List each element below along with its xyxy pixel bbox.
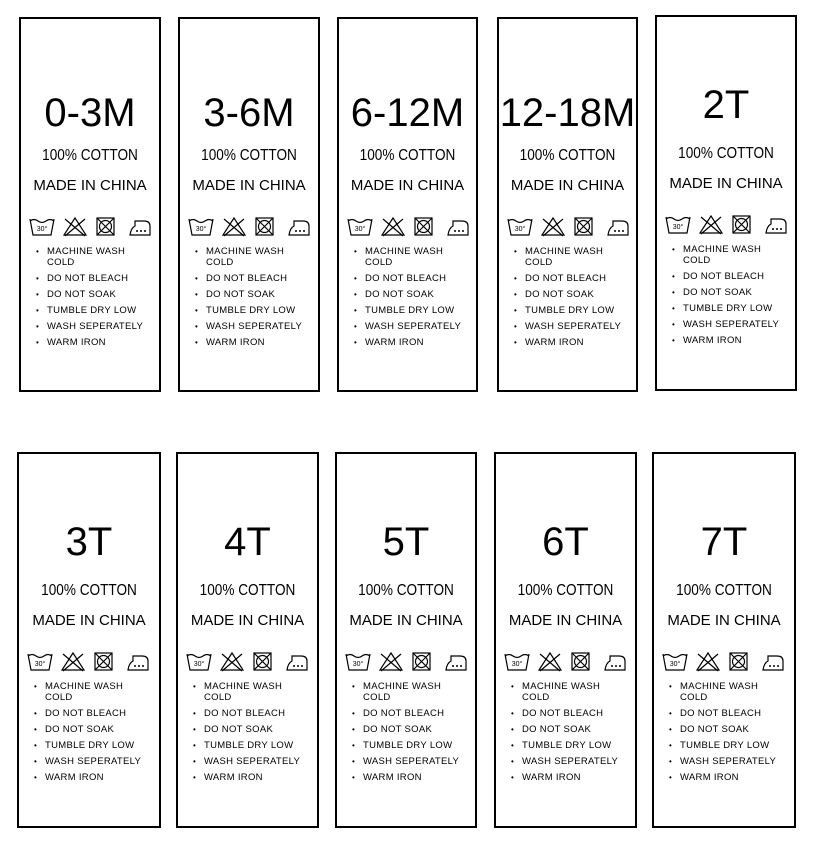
care-instruction-item: • TUMBLE DRY LOW bbox=[354, 305, 465, 316]
care-instruction-item: • DO NOT SOAK bbox=[193, 724, 304, 735]
origin-text: MADE IN CHINA bbox=[350, 177, 465, 194]
fabric-text: 100% COTTON bbox=[517, 582, 614, 599]
do-not-bleach-icon bbox=[539, 653, 561, 671]
iron-low-icon bbox=[446, 656, 466, 670]
care-instruction-item: • DO NOT BLEACH bbox=[511, 708, 622, 719]
tumble-dry-icon bbox=[256, 218, 273, 235]
wash-temp-text: 30° bbox=[193, 661, 205, 668]
fabric-text: 100% COTTON bbox=[359, 147, 456, 164]
do-not-bleach-icon bbox=[700, 216, 722, 234]
wash-30-icon bbox=[187, 654, 211, 670]
care-instruction-item: • MACHINE WASH COLD bbox=[511, 681, 622, 703]
fabric-text: 100% COTTON bbox=[201, 147, 297, 164]
wash-temp-text: 30° bbox=[34, 661, 46, 668]
do-not-bleach-icon bbox=[223, 218, 245, 236]
care-instruction-item: • WASH SEPERATELY bbox=[193, 756, 304, 767]
tumble-dry-icon bbox=[254, 653, 271, 670]
iron-low-icon bbox=[608, 221, 628, 235]
care-symbol-row bbox=[345, 650, 469, 674]
wash-30-icon bbox=[663, 654, 687, 670]
care-instruction-item: • DO NOT BLEACH bbox=[672, 271, 783, 282]
care-instruction-item: • WASH SEPERATELY bbox=[514, 321, 625, 332]
wash-30-icon bbox=[666, 217, 690, 233]
care-instruction-item: • MACHINE WASH COLD bbox=[354, 246, 465, 268]
fabric-text: 100% COTTON bbox=[358, 582, 454, 599]
wash-30-icon bbox=[30, 219, 54, 235]
size-text: 0-3M bbox=[44, 91, 136, 135]
care-instructions-list bbox=[195, 246, 306, 353]
care-label bbox=[335, 452, 477, 828]
care-symbols bbox=[347, 215, 471, 239]
care-symbol-row bbox=[347, 215, 471, 239]
size-text: 4T bbox=[224, 520, 271, 564]
fabric-text: 100% COTTON bbox=[42, 147, 138, 164]
do-not-bleach-icon bbox=[542, 218, 564, 236]
care-symbols bbox=[186, 650, 310, 674]
iron-low-icon bbox=[763, 656, 783, 670]
care-instruction-item: • TUMBLE DRY LOW bbox=[511, 740, 622, 751]
care-symbols bbox=[504, 650, 628, 674]
tumble-dry-icon bbox=[733, 216, 750, 233]
care-instruction-item: • WARM IRON bbox=[514, 337, 625, 348]
care-instruction-item: • TUMBLE DRY LOW bbox=[193, 740, 304, 751]
fabric-text: 100% COTTON bbox=[676, 582, 772, 599]
care-instruction-item: • WASH SEPERATELY bbox=[354, 321, 465, 332]
care-symbol-row bbox=[188, 215, 312, 239]
care-instruction-item: • MACHINE WASH COLD bbox=[672, 244, 783, 266]
tumble-dry-icon bbox=[575, 218, 592, 235]
origin-text: MADE IN CHINA bbox=[669, 175, 783, 192]
care-instruction-item: • MACHINE WASH COLD bbox=[514, 246, 625, 268]
care-instruction-item: • WASH SEPERATELY bbox=[672, 319, 783, 330]
care-label bbox=[655, 15, 797, 391]
care-symbol-row bbox=[507, 215, 631, 239]
do-not-bleach-icon bbox=[382, 218, 404, 236]
care-symbols bbox=[188, 215, 312, 239]
care-instruction-item: • MACHINE WASH COLD bbox=[36, 246, 147, 268]
care-instruction-item: • TUMBLE DRY LOW bbox=[195, 305, 306, 316]
care-instruction-item: • DO NOT BLEACH bbox=[193, 708, 304, 719]
care-label bbox=[176, 452, 319, 828]
iron-low-icon bbox=[605, 656, 625, 670]
care-instruction-item: • DO NOT BLEACH bbox=[34, 708, 145, 719]
wash-30-icon bbox=[189, 219, 213, 235]
size-text: 2T bbox=[702, 83, 750, 127]
care-instruction-item: • MACHINE WASH COLD bbox=[195, 246, 306, 268]
care-label bbox=[19, 17, 161, 392]
care-instruction-item: • WARM IRON bbox=[195, 337, 306, 348]
care-instructions-list bbox=[352, 681, 463, 788]
fabric-text: 100% COTTON bbox=[519, 147, 616, 164]
care-symbol-row bbox=[27, 650, 151, 674]
wash-temp-text: 30° bbox=[352, 661, 364, 668]
care-instruction-item: • WARM IRON bbox=[672, 335, 783, 346]
iron-low-icon bbox=[289, 221, 309, 235]
care-instruction-item: • TUMBLE DRY LOW bbox=[672, 303, 783, 314]
care-symbol-row bbox=[186, 650, 310, 674]
care-instruction-item: • MACHINE WASH COLD bbox=[193, 681, 304, 703]
care-instruction-item: • DO NOT BLEACH bbox=[195, 273, 306, 284]
size-text: 6T bbox=[542, 520, 589, 564]
care-symbols bbox=[345, 650, 469, 674]
tumble-dry-icon bbox=[413, 653, 430, 670]
care-instruction-item: • WARM IRON bbox=[354, 337, 465, 348]
tumble-dry-icon bbox=[730, 653, 747, 670]
care-instructions-list bbox=[672, 244, 783, 351]
origin-text: MADE IN CHINA bbox=[510, 177, 625, 194]
care-instructions-list bbox=[669, 681, 780, 788]
tumble-dry-icon bbox=[95, 653, 112, 670]
care-instruction-item: • MACHINE WASH COLD bbox=[352, 681, 463, 703]
size-text: 5T bbox=[382, 520, 430, 564]
care-label bbox=[17, 452, 161, 828]
wash-30-icon bbox=[508, 219, 532, 235]
care-label bbox=[497, 17, 638, 392]
wash-30-icon bbox=[505, 654, 529, 670]
care-instruction-item: • DO NOT BLEACH bbox=[352, 708, 463, 719]
care-instruction-item: • DO NOT SOAK bbox=[511, 724, 622, 735]
care-instructions-list bbox=[354, 246, 465, 353]
care-instruction-item: • WASH SEPERATELY bbox=[34, 756, 145, 767]
iron-low-icon bbox=[128, 656, 148, 670]
care-instruction-item: • MACHINE WASH COLD bbox=[34, 681, 145, 703]
care-label bbox=[178, 17, 320, 392]
size-text: 12-18M bbox=[499, 91, 636, 135]
origin-text: MADE IN CHINA bbox=[192, 177, 306, 194]
wash-30-icon bbox=[28, 654, 52, 670]
wash-temp-text: 30° bbox=[36, 226, 48, 233]
care-instructions-list bbox=[36, 246, 147, 353]
care-label bbox=[494, 452, 637, 828]
care-instruction-item: • WARM IRON bbox=[34, 772, 145, 783]
care-instruction-item: • TUMBLE DRY LOW bbox=[352, 740, 463, 751]
wash-30-icon bbox=[346, 654, 370, 670]
origin-text: MADE IN CHINA bbox=[508, 612, 623, 629]
origin-text: MADE IN CHINA bbox=[32, 612, 146, 629]
size-text: 6-12M bbox=[350, 91, 465, 135]
fabric-text: 100% COTTON bbox=[41, 582, 137, 599]
care-instruction-item: • WASH SEPERATELY bbox=[195, 321, 306, 332]
care-instruction-item: • DO NOT SOAK bbox=[352, 724, 463, 735]
care-instructions-list bbox=[34, 681, 145, 788]
care-instruction-item: • TUMBLE DRY LOW bbox=[669, 740, 780, 751]
care-instruction-item: • DO NOT SOAK bbox=[36, 289, 147, 300]
iron-low-icon bbox=[766, 219, 786, 233]
care-instruction-item: • TUMBLE DRY LOW bbox=[514, 305, 625, 316]
tumble-dry-icon bbox=[572, 653, 589, 670]
origin-text: MADE IN CHINA bbox=[349, 612, 463, 629]
care-instruction-item: • WARM IRON bbox=[669, 772, 780, 783]
size-text: 3-6M bbox=[203, 91, 295, 135]
care-instruction-item: • WARM IRON bbox=[193, 772, 304, 783]
care-instruction-item: • DO NOT SOAK bbox=[672, 287, 783, 298]
origin-text: MADE IN CHINA bbox=[33, 177, 147, 194]
iron-low-icon bbox=[287, 656, 307, 670]
size-text: 3T bbox=[65, 520, 113, 564]
do-not-bleach-icon bbox=[64, 218, 86, 236]
care-instruction-item: • WARM IRON bbox=[511, 772, 622, 783]
care-instruction-item: • DO NOT SOAK bbox=[669, 724, 780, 735]
tumble-dry-icon bbox=[97, 218, 114, 235]
fabric-text: 100% COTTON bbox=[199, 582, 296, 599]
wash-temp-text: 30° bbox=[669, 661, 681, 668]
care-instruction-item: • DO NOT BLEACH bbox=[36, 273, 147, 284]
care-instruction-item: • DO NOT SOAK bbox=[354, 289, 465, 300]
care-instruction-item: • WARM IRON bbox=[352, 772, 463, 783]
do-not-bleach-icon bbox=[697, 653, 719, 671]
wash-temp-text: 30° bbox=[511, 661, 523, 668]
care-symbols bbox=[507, 215, 631, 239]
do-not-bleach-icon bbox=[62, 653, 84, 671]
care-instruction-item: • MACHINE WASH COLD bbox=[669, 681, 780, 703]
care-symbols bbox=[29, 215, 153, 239]
care-label bbox=[652, 452, 796, 828]
size-text: 7T bbox=[700, 520, 748, 564]
care-instruction-item: • WASH SEPERATELY bbox=[669, 756, 780, 767]
wash-30-icon bbox=[348, 219, 372, 235]
do-not-bleach-icon bbox=[221, 653, 243, 671]
tumble-dry-icon bbox=[415, 218, 432, 235]
wash-temp-text: 30° bbox=[354, 226, 366, 233]
care-instruction-item: • WASH SEPERATELY bbox=[36, 321, 147, 332]
iron-low-icon bbox=[448, 221, 468, 235]
care-instruction-item: • DO NOT SOAK bbox=[195, 289, 306, 300]
care-symbol-row bbox=[662, 650, 786, 674]
care-instruction-item: • DO NOT SOAK bbox=[34, 724, 145, 735]
care-instruction-item: • WASH SEPERATELY bbox=[511, 756, 622, 767]
care-instruction-item: • WASH SEPERATELY bbox=[352, 756, 463, 767]
care-instructions-list bbox=[193, 681, 304, 788]
wash-temp-text: 30° bbox=[514, 226, 526, 233]
care-instructions-list bbox=[514, 246, 625, 353]
care-instruction-item: • DO NOT BLEACH bbox=[354, 273, 465, 284]
care-instruction-item: • WARM IRON bbox=[36, 337, 147, 348]
care-label bbox=[337, 17, 478, 392]
origin-text: MADE IN CHINA bbox=[667, 612, 781, 629]
care-instruction-item: • DO NOT SOAK bbox=[514, 289, 625, 300]
care-symbol-row bbox=[665, 213, 789, 237]
care-instructions-list bbox=[511, 681, 622, 788]
care-instruction-item: • TUMBLE DRY LOW bbox=[36, 305, 147, 316]
care-symbols bbox=[665, 213, 789, 237]
care-instruction-item: • DO NOT BLEACH bbox=[669, 708, 780, 719]
care-symbols bbox=[27, 650, 151, 674]
care-instruction-item: • DO NOT BLEACH bbox=[514, 273, 625, 284]
care-instruction-item: • TUMBLE DRY LOW bbox=[34, 740, 145, 751]
care-symbol-row bbox=[504, 650, 628, 674]
wash-temp-text: 30° bbox=[195, 226, 207, 233]
care-symbol-row bbox=[29, 215, 153, 239]
iron-low-icon bbox=[130, 221, 150, 235]
wash-temp-text: 30° bbox=[672, 224, 684, 231]
do-not-bleach-icon bbox=[380, 653, 402, 671]
care-symbols bbox=[662, 650, 786, 674]
origin-text: MADE IN CHINA bbox=[190, 612, 305, 629]
fabric-text: 100% COTTON bbox=[678, 145, 774, 162]
